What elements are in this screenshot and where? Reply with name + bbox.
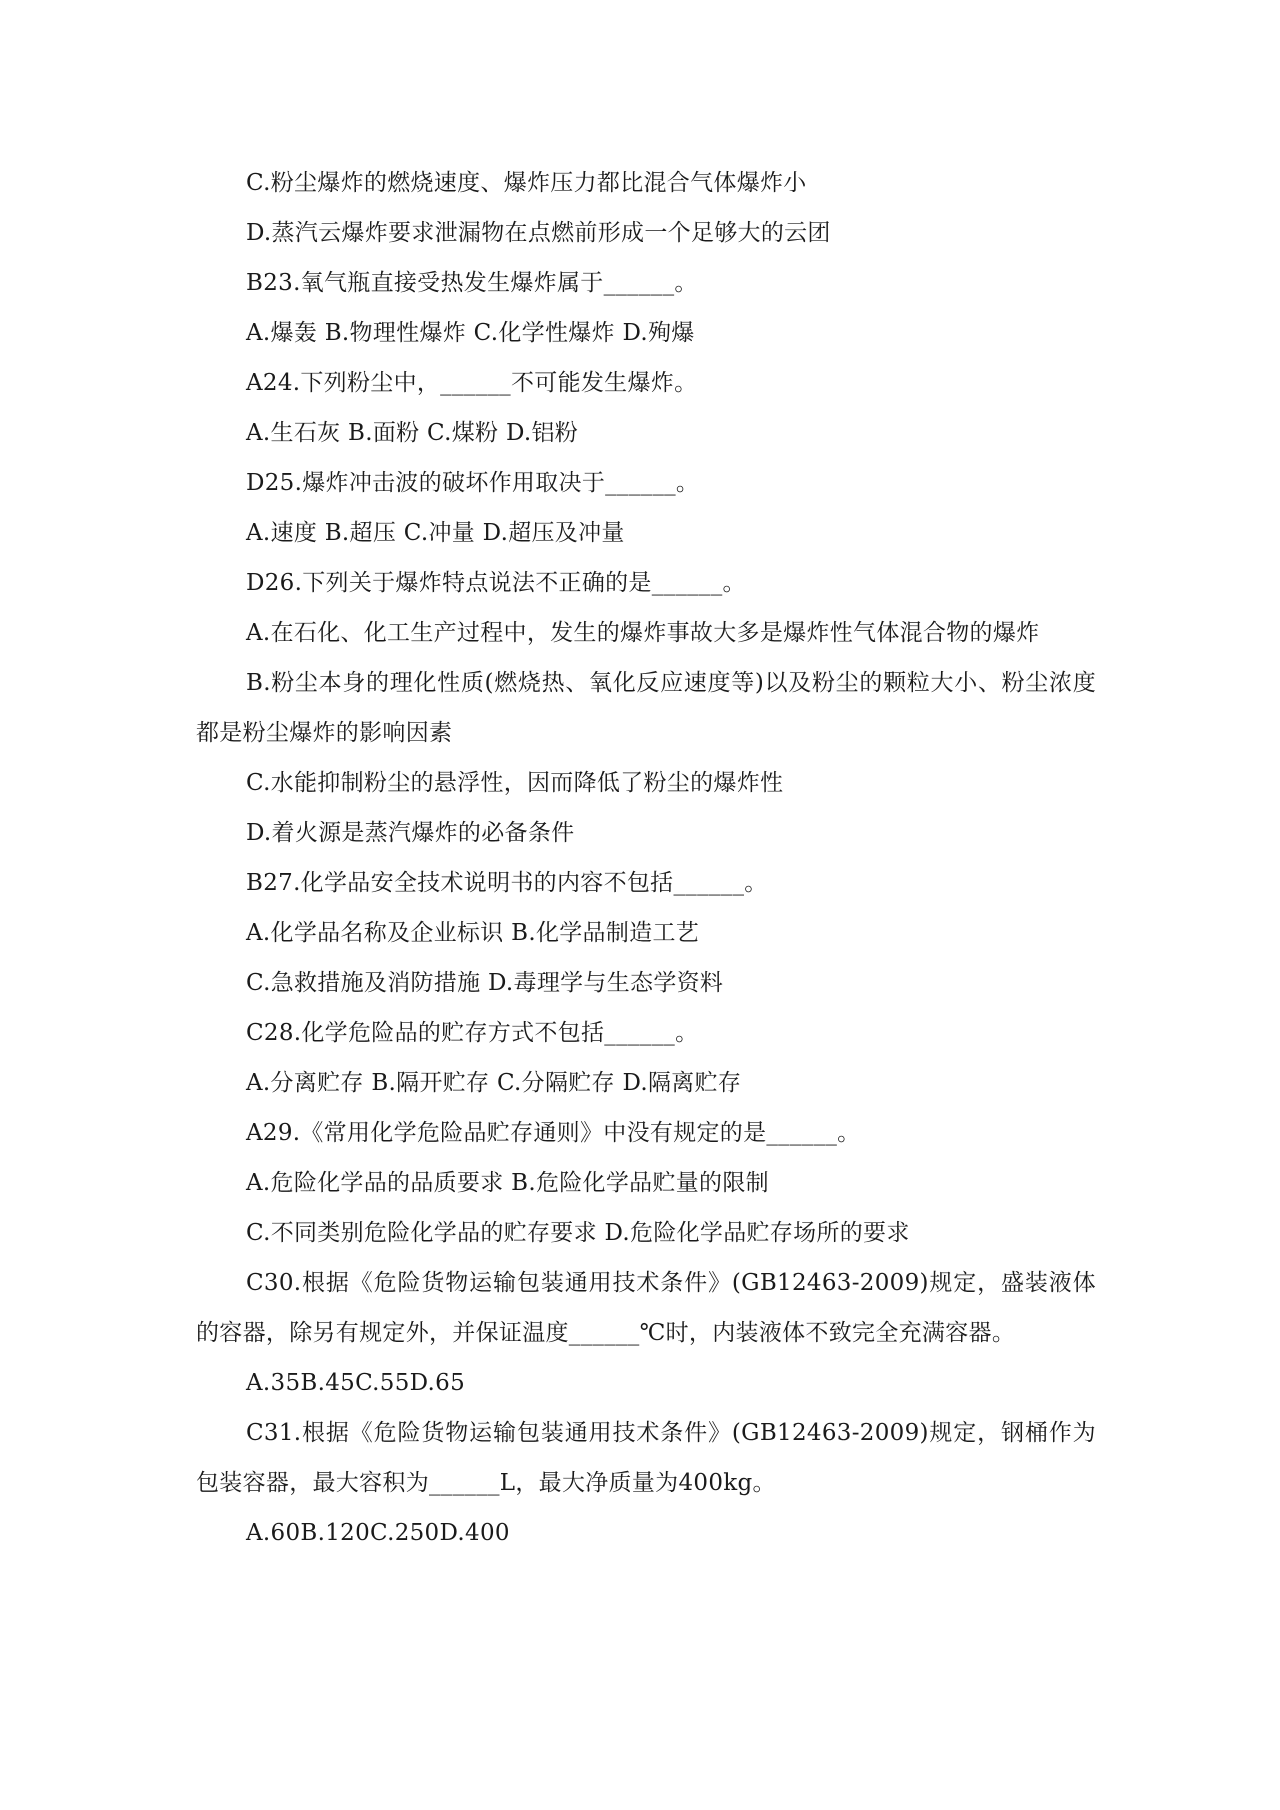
- options-ab-b27: A.化学品名称及企业标识 B.化学品制造工艺: [246, 920, 700, 946]
- options-cd-a29: C.不同类别危险化学品的贮存要求 D.危险化学品贮存场所的要求: [246, 1220, 910, 1246]
- question-c28: C28.化学危险品的贮存方式不包括______。: [246, 1020, 699, 1046]
- options-c30: A.35B.45C.55D.65: [246, 1370, 466, 1396]
- question-d26: D26.下列关于爆炸特点说法不正确的是______。: [246, 570, 746, 596]
- document-body: [196, 158, 1096, 1558]
- question-c31: C31.根据《危险货物运输包装通用技术条件》(GB12463-2009)规定，钢桶作为包装容器，最大容积为______L，最大净质量为400kg。: [196, 1420, 1096, 1496]
- question-a24: A24.下列粉尘中，______不可能发生爆炸。: [246, 370, 698, 396]
- option-b-d26: B.粉尘本身的理化性质(燃烧热、氧化反应速度等)以及粉尘的颗粒大小、粉尘浓度都是粉尘爆炸的影响因素: [196, 670, 1096, 746]
- question-b23: B23.氧气瓶直接受热发生爆炸属于______。: [246, 270, 698, 296]
- options-b23: A.爆轰 B.物理性爆炸 C.化学性爆炸 D.殉爆: [246, 320, 695, 346]
- options-c31: A.60B.120C.250D.400: [246, 1520, 510, 1546]
- options-a24: A.生石灰 B.面粉 C.煤粉 D.铝粉: [246, 420, 579, 446]
- option-d-vapor-cloud: D.蒸汽云爆炸要求泄漏物在点燃前形成一个足够大的云团: [246, 220, 831, 246]
- options-ab-a29: A.危险化学品的品质要求 B.危险化学品贮量的限制: [246, 1170, 769, 1196]
- option-c-dust-explosion: C.粉尘爆炸的燃烧速度、爆炸压力都比混合气体爆炸小: [246, 170, 807, 196]
- options-d25: A.速度 B.超压 C.冲量 D.超压及冲量: [246, 520, 625, 546]
- question-c30: C30.根据《危险货物运输包装通用技术条件》(GB12463-2009)规定，盛装液体的容器，除另有规定外，并保证温度______℃时，内装液体不致完全充满容器。: [196, 1270, 1096, 1346]
- question-d25: D25.爆炸冲击波的破坏作用取决于______。: [246, 470, 700, 496]
- options-cd-b27: C.急救措施及消防措施 D.毒理学与生态学资料: [246, 970, 724, 996]
- option-d-d26: D.着火源是蒸汽爆炸的必备条件: [246, 820, 575, 846]
- options-c28: A.分离贮存 B.隔开贮存 C.分隔贮存 D.隔离贮存: [246, 1070, 742, 1096]
- question-a29: A29.《常用化学危险品贮存通则》中没有规定的是______。: [246, 1120, 861, 1146]
- option-c-d26: C.水能抑制粉尘的悬浮性，因而降低了粉尘的爆炸性: [246, 770, 784, 796]
- option-a-d26: A.在石化、化工生产过程中，发生的爆炸事故大多是爆炸性气体混合物的爆炸: [246, 620, 1040, 646]
- question-b27: B27.化学品安全技术说明书的内容不包括______。: [246, 870, 768, 896]
